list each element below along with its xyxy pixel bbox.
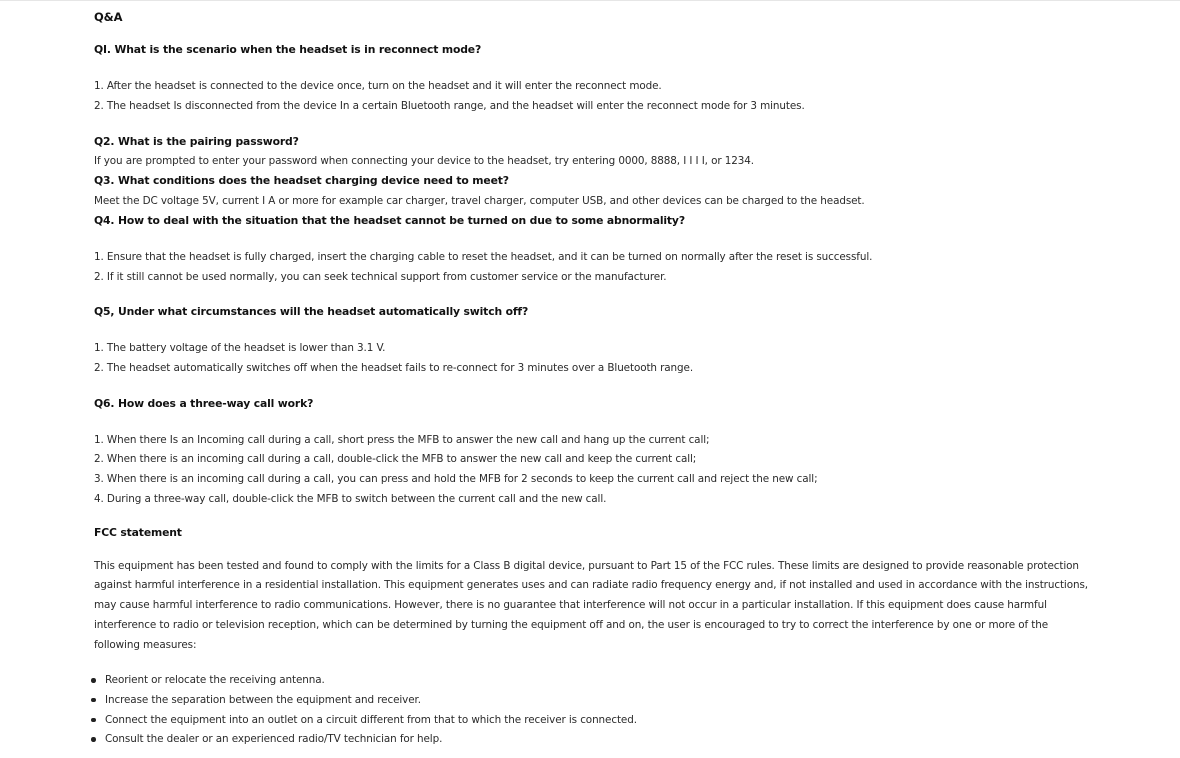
bullet-icon	[91, 698, 96, 703]
list-item	[94, 693, 637, 713]
measure-text: Connect the equipment into an outlet on a circuit different from that to which the receiver is connected.	[105, 713, 637, 726]
page-title: Q&A	[94, 10, 123, 24]
fcc-paragraph-line: interference to radio or television reception, which can be determined by turning the equipment off and on, the user is encouraged to try to correct the interference by one or more of the	[94, 619, 1048, 631]
fcc-heading: FCC statement	[94, 526, 182, 539]
q4-answer-2: 2. If it still cannot be used normally, you can seek technical support from customer service or the manufacturer.	[94, 271, 667, 283]
fcc-paragraph-line: against harmful interference in a residential installation. This equipment generates uses and can radiate radio frequency energy and, if not installed and used in accordance with the instructions,	[94, 579, 1088, 591]
bullet-icon	[91, 737, 96, 742]
q3-question: Q3. What conditions does the headset charging device need to meet?	[94, 174, 509, 187]
q6-answer-3: 3. When there is an incoming call during a call, you can press and hold the MFB for 2 seconds to keep the current call and reject the new call;	[94, 473, 818, 485]
list-item	[94, 713, 637, 733]
q3-answer: Meet the DC voltage 5V, current I A or more for example car charger, travel charger, computer USB, and other devices can be charged to the headset.	[94, 195, 865, 207]
q5-answer-2: 2. The headset automatically switches off when the headset fails to re-connect for 3 minutes over a Bluetooth range.	[94, 362, 694, 374]
bullet-icon	[91, 718, 96, 723]
q2-answer: If you are prompted to enter your password when connecting your device to the headset, try entering 0000, 8888, I I I I, or 1234.	[94, 155, 754, 167]
q1-question: QI. What is the scenario when the headset is in reconnect mode?	[94, 43, 482, 56]
fcc-paragraph-line: following measures:	[94, 639, 197, 651]
measure-text: Consult the dealer or an experienced radio/TV technician for help.	[105, 733, 443, 746]
fcc-paragraph-line: may cause harmful interference to radio communications. However, there is no guarantee that interference will not occur in a particular installation. If this equipment does cause harmful	[94, 599, 1047, 611]
measure-text: Increase the separation between the equipment and receiver.	[105, 693, 421, 706]
q2-question: Q2. What is the pairing password?	[94, 135, 299, 148]
q4-question: Q4. How to deal with the situation that the headset cannot be turned on due to some abnormality?	[94, 214, 685, 227]
q4-answer-1: 1. Ensure that the headset is fully charged, insert the charging cable to reset the headset, and it can be turned on normally after the reset is successful.	[94, 251, 873, 263]
q1-answer-1: 1. After the headset is connected to the device once, turn on the headset and it will enter the reconnect mode.	[94, 80, 662, 92]
fcc-paragraph-line: This equipment has been tested and found to comply with the limits for a Class B digital device, pursuant to Part 15 of the FCC rules. These limits are designed to provide reasonable protection	[94, 560, 1079, 572]
q5-question: Q5, Under what circumstances will the headset automatically switch off?	[94, 305, 529, 318]
q5-answer-1: 1. The battery voltage of the headset is lower than 3.1 V.	[94, 342, 386, 354]
fcc-measures-list	[94, 673, 637, 752]
bullet-icon	[91, 678, 96, 683]
top-divider	[0, 0, 1180, 1]
list-item	[94, 732, 637, 752]
q6-answer-1: 1. When there Is an Incoming call during a call, short press the MFB to answer the new call and hang up the current call;	[94, 434, 710, 446]
q6-answer-2: 2. When there is an incoming call during a call, double-click the MFB to answer the new call and keep the current call;	[94, 453, 697, 465]
list-item	[94, 673, 637, 693]
measure-text: Reorient or relocate the receiving antenna.	[105, 674, 325, 686]
q6-question: Q6. How does a three-way call work?	[94, 397, 314, 410]
q6-answer-4: 4. During a three-way call, double-click the MFB to switch between the current call and the new call.	[94, 493, 607, 505]
q1-answer-2: 2. The headset Is disconnected from the device In a certain Bluetooth range, and the headset will enter the reconnect mode for 3 minutes.	[94, 100, 805, 112]
